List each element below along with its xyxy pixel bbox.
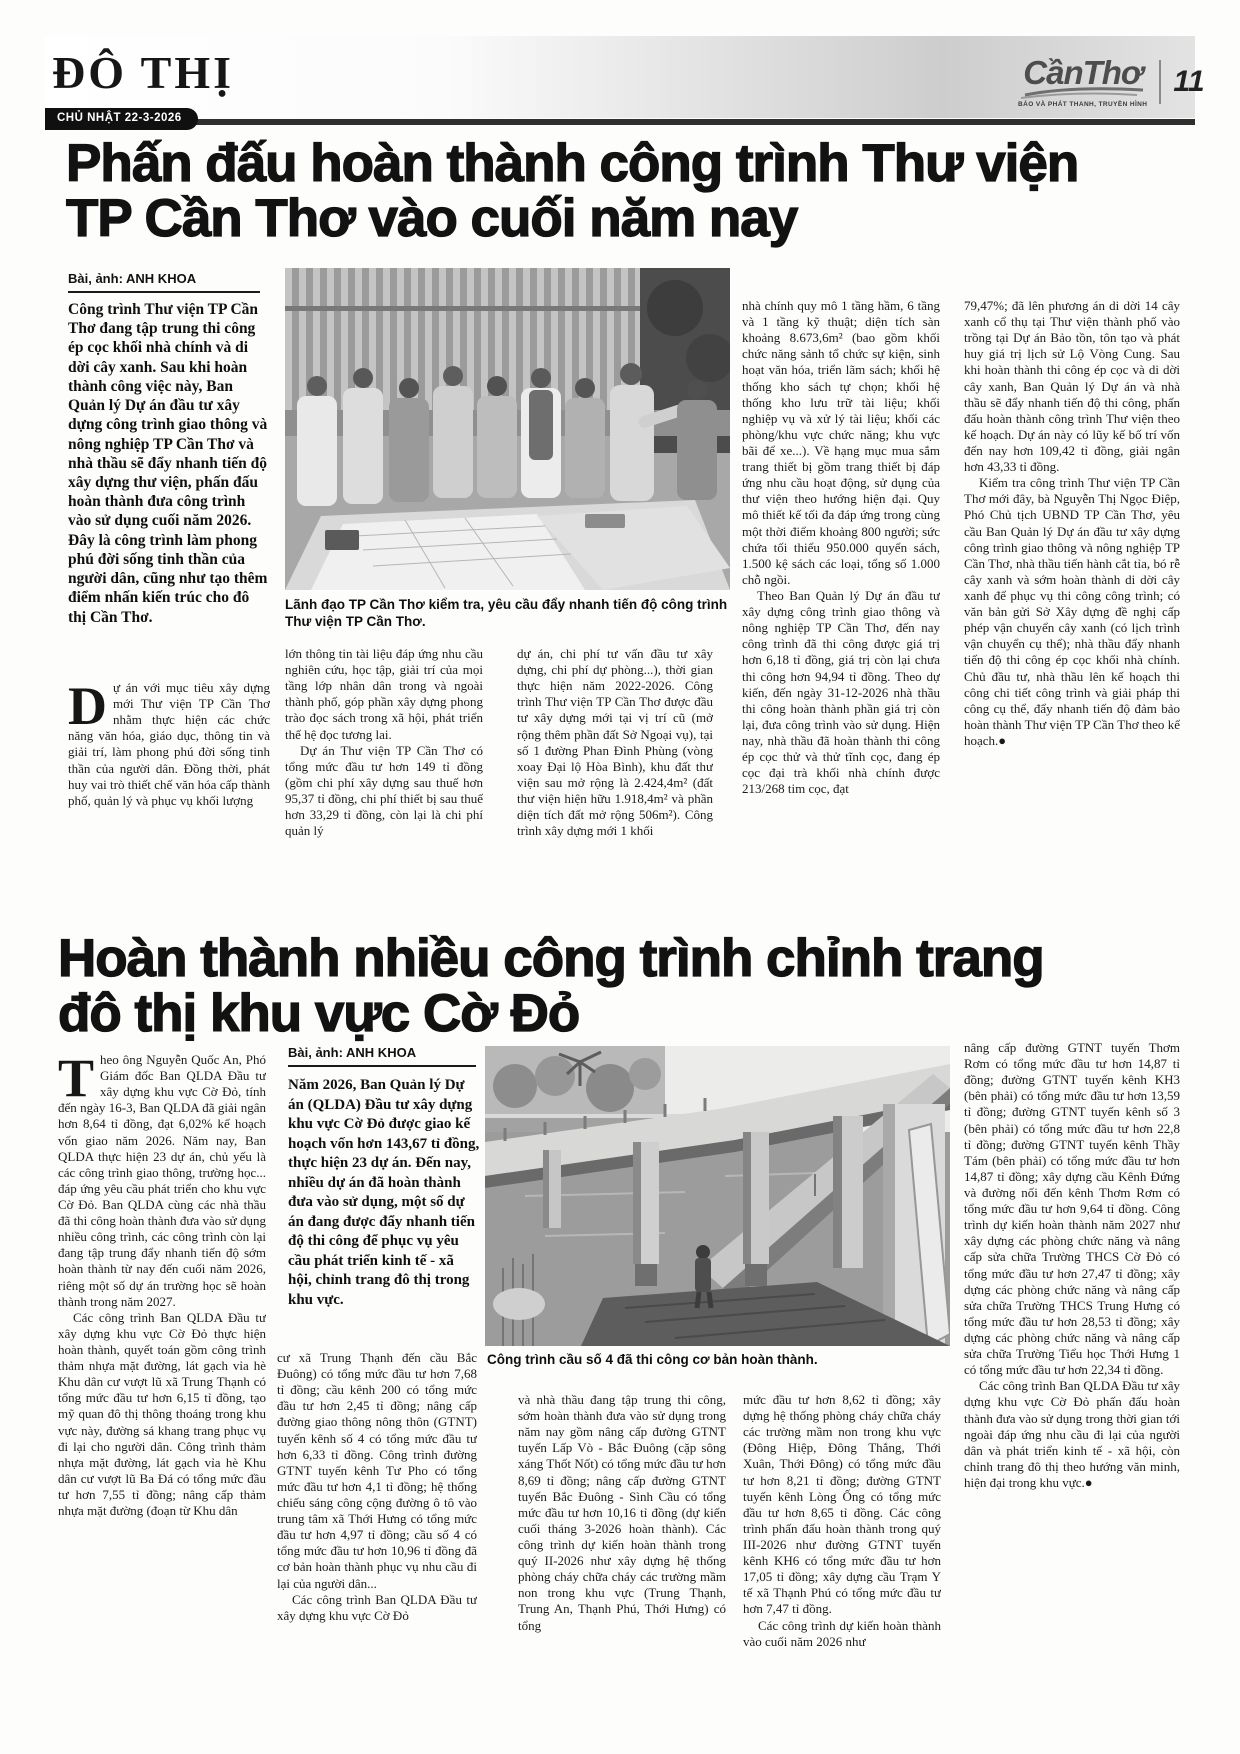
brand-divider	[1159, 60, 1161, 104]
paragraph: Kiểm tra công trình Thư viện TP Cần Thơ mới đây, bà Nguyễn Thị Ngọc Điệp, Phó Chủ tịch UBND TP Cần Thơ, yêu cầu Ban Quản lý Dự án đầu tư xây dựng công trình giao thông và nông nghiệp TP Cần Thơ, nhà thầu tiến hành cắt tỉa, bó rễ cây xanh và sớm hoàn thành di dời cây xanh để phục vụ thi công công trình; có văn bản gửi Sở Xây dựng đề nghị cấp phép vận chuyển cây xanh (có lịch trình vận chuyển cụ thể); nhà thầu đẩy nhanh tiến độ thi công ép cọc khối nhà chính. Chủ đầu tư, nhà thầu lên kế hoạch thi công chi tiết công trình và giải pháp thi công cụ thể, đẩy nhanh tiến độ đảm bảo hoàn thành Thư viện TP Cần Thơ theo kế hoạch.●	[964, 475, 1180, 748]
paragraph: Các công trình dự kiến hoàn thành vào cuối năm 2026 như	[743, 1617, 941, 1649]
paragraph: nâng cấp đường GTNT tuyến Thơm Rơm có tổng mức đầu tư hơn 14,87 tỉ đồng; đường GTNT tuyến kênh KH3 (bên phải) có tổng mức đầu tư hơn 13,59 tỉ đồng; đường GTNT tuyến kênh số 3 (bên phải) có tổng mức đầu tư hơn 22,8 tỉ đồng; đường GTNT tuyến kênh Thầy Tám (bên phải) có tổng mức đầu tư hơn 14,87 tỉ đồng; xây dựng cầu Kênh Đứng và đường nối đến kênh Thơm Rơm có tổng mức đầu tư hơn 9,64 tỉ đồng. Công trình dự kiến hoàn thành năm 2027 như xây dựng các phòng chức năng và nâng cấp sửa chữa Trường THCS Cờ Đỏ có tổng mức đầu tư hơn 27,47 tỉ đồng; xây dựng các phòng chức năng và nâng cấp sửa chữa Trường THCS Trung Hưng có tổng mức đầu tư hơn 28,53 tỉ đồng; xây dựng các phòng chức năng và nâng cấp sửa chữa Trường Tiểu học Thới Hưng 1 có tổng mức đầu tư hơn 22,34 tỉ đồng.	[964, 1040, 1180, 1378]
article1-dropcap: D	[68, 680, 107, 736]
paragraph: Các công trình Ban QLDA Đầu tư xây dựng khu vực Cờ Đỏ phấn đấu hoàn thành đưa vào sử dụng trong thời gian tới ngoài đáp ứng nhu cầu đi lại của người dân và phát triển kinh tế - xã hội, còn chỉnh trang đô thị theo hướng văn minh, hiện đại trong khu vực.●	[964, 1378, 1180, 1490]
article2-photo-caption: Công trình cầu số 4 đã thi công cơ bản hoàn thành.	[487, 1352, 818, 1367]
article1-byline: Bài, ảnh: ANH KHOA	[68, 272, 260, 293]
article1-intro-text: ự án với mục tiêu xây dựng mới Thư viện TP Cần Thơ nhằm thực hiện các chức năng văn hóa, giáo dục, thông tin và giải trí, làm phong phú đời sống tinh thần của người dân. Đồng thời, phát huy vai trò thiết chế văn hóa cấp thành phố, quản lý và phục vụ khối lượng	[68, 680, 270, 808]
page-number: 11	[1173, 65, 1205, 99]
brand-block	[1018, 56, 1205, 109]
paragraph: Các công trình Ban QLDA Đầu tư xây dựng khu vực Cờ Đỏ thực hiện hoàn thành, quyết toán gồm công trình thảm nhựa mặt đường, lát gạch vỉa hè Khu dân cư vượt lũ xã Trung Thạnh có tổng mức đầu tư hơn 6,15 tỉ đồng, tạo mỹ quan đô thị thông thoáng trong khu vực này, đường sá khang trang phục vụ đi lại cho người dân. Công trình thảm nhựa mặt đường, lát gạch vỉa hè Khu dân cư vượt lũ Ba Đá có tổng mức đầu tư hơn 7,55 tỉ đồng; nâng cấp thảm nhựa mặt đường (đoạn từ Khu dân	[58, 1309, 266, 1519]
article1-lede: Công trình Thư viện TP Cần Thơ đang tập trung thi công ép cọc khối nhà chính và di dời cây xanh. Sau khi hoàn thành công việc này, Ban Quản lý Dự án đầu tư xây dựng công trình giao thông và nông nghiệp TP Cần Thơ và nhà thầu sẽ đẩy nhanh tiến độ xây dựng thư viện, phấn đấu hoàn thành đưa công trình vào sử dụng cuối năm 2026. Đây là công trình làm phong phú đời sống tinh thần của người dân, cũng như tạo thêm điểm nhấn kiến trúc cho đô thị Cần Thơ.	[68, 301, 268, 626]
article2-col3	[518, 1392, 726, 1728]
article2-col2	[277, 1350, 477, 1728]
paragraph: cư xã Trung Thạnh đến cầu Bắc Đuông) có tổng mức đầu tư hơn 7,68 tỉ đồng; cầu kênh 200 có tổng mức đầu tư hơn 2,45 tỉ đồng; nâng cấp đường giao thông nông thôn (GTNT) tuyến kênh số 4 có tổng mức đầu tư hơn 6,33 tỉ đồng. Công trình đường GTNT tuyến kênh Tư Pho có tổng mức đầu tư hơn 4,1 tỉ đồng; hệ thống chiếu sáng công cộng đường ô tô vào trung tâm xã Thới Hưng có tổng mức đầu tư hơn 4,97 tỉ đồng; cầu số 4 có tổng mức đầu tư hơn 10,96 tỉ đồng đã cơ bản hoàn thành phục vụ nhu cầu đi lại của người dân...	[277, 1350, 477, 1591]
article1-col3	[517, 646, 713, 908]
article1-col1	[68, 680, 270, 894]
paragraph: nhà chính quy mô 1 tầng hầm, 6 tầng và 1 tầng kỹ thuật; diện tích sàn khoảng 8.673,6m² (bao gồm khối chức năng sảnh tổ chức sự kiện, sinh hoạt văn hóa, triển lãm sách; khối hệ thống kho sách tự chọn; khối hệ thống kho lưu trữ tài liệu; khối nghiệp vụ và xử lý tài liệu; khối các phòng/khu vực chức năng; khu vực bãi để xe...). Về hạng mục mua sắm trang thiết bị gồm trang thiết bị đáp ứng nhu cầu hoạt động, sử dụng của thư viện theo hướng hiện đại. Quy mô thiết kế tối đa đáp ứng trong cùng một thời điểm khoảng 800 người; sức chứa tối thiểu 950.000 quyển sách, 1.500 kệ sách các loại, tổng số 1.000 chỗ ngồi.	[742, 298, 940, 587]
section-title: ĐÔ THỊ	[52, 47, 235, 98]
paragraph: dự án, chi phí tư vấn đầu tư xây dựng, chi phí dự phòng...), thời gian thực hiện năm 2022-2026. Công trình Thư viện TP Cần Thơ được đầu tư xây dựng mới tại vị trí cũ (mở rộng thêm phần đất Sở Ngoại vụ), tại số 1 đường Phan Đình Phùng (vòng xoay Đại lộ Hòa Bình), khu đất thư viện sau mở rộng là 2.424,4m² (đất thư viện hiện hữu 1.918,4m² và phần diện tích đất mở rộng 506m²). Công trình xây dựng mới 1 khối	[517, 646, 713, 839]
article1-col2	[285, 646, 483, 908]
paragraph: Theo Ban Quản lý Dự án đầu tư xây dựng công trình giao thông và nông nghiệp TP Cần Thơ, đến nay công trình đã thi công được giá trị hơn 6,18 tỉ đồng, giá trị còn lại chưa thi công hơn 94,94 tỉ đồng. Theo dự kiến, đến ngày 31-12-2026 nhà thầu thi công hoàn thành phần giá trị còn lại, đưa công trình vào sử dụng. Hiện nay, nhà thầu đã hoàn thành thi công ép cọc thử và thử tĩnh cọc, đang ép cọc đại trà khối nhà chính được 213/268 tim cọc, đạt	[742, 587, 940, 797]
article2-col5	[964, 1040, 1180, 1728]
article2-lede: Năm 2026, Ban Quản lý Dự án (QLDA) Đầu tư xây dựng khu vực Cờ Đỏ được giao kế hoạch vốn hơn 143,67 tỉ đồng, thực hiện 23 dự án. Đến nay, nhiều dự án đã hoàn thành đưa vào sử dụng, một số dự án đang được đẩy nhanh tiến độ thi công để phục vụ yêu cầu phát triển kinh tế - xã hội, chỉnh trang đô thị trong khu vực.	[288, 1077, 480, 1308]
article1-headline: Phấn đấu hoàn thành công trình Thư viện TP Cần Thơ vào cuối năm nay	[66, 134, 1079, 249]
brand-logo: CầnThơ	[1023, 54, 1143, 91]
masthead-rule	[45, 119, 1195, 125]
article2-col1	[58, 1052, 266, 1728]
article2-byline: Bài, ảnh: ANH KHOA	[288, 1046, 476, 1067]
paragraph: Các công trình Ban QLDA Đầu tư xây dựng khu vực Cờ Đỏ	[277, 1591, 477, 1623]
library-inspection-photo	[285, 268, 730, 590]
brand-tagline: BÁO VÀ PHÁT THANH, TRUYỀN HÌNH	[1018, 101, 1148, 108]
paragraph: và nhà thầu đang tập trung thi công, sớm hoàn thành đưa vào sử dụng trong năm nay gồm nâng cấp đường GTNT tuyến Lấp Vò - Bắc Đuông (cặp sông xáng Thốt Nốt) có tổng mức đầu tư hơn 8,69 tỉ đồng; nâng cấp đường GTNT tuyến Bắc Đuông - Sình Cầu có tổng mức đầu tư hơn 10,16 tỉ đồng (dự kiến cuối tháng 3-2026 hoàn thành). Các công trình dự kiến hoàn thành trong quý II-2026 như xây dựng hệ thống phòng cháy chữa cháy các trường mầm non trong khu vực (Trung Thạnh, Trung An, Thạnh Phú, Thới Hưng) có tổng	[518, 1392, 726, 1633]
brand-swoosh-icon	[1019, 85, 1147, 99]
library-photo-illustration	[285, 268, 730, 590]
article1-col5	[964, 298, 1180, 918]
article2-col4	[743, 1392, 941, 1728]
paragraph: 79,47%; đã lên phương án di dời 14 cây xanh cổ thụ tại Thư viện thành phố vào trồng tại Dự án Bảo tồn, tôn tạo và phát huy giá trị lịch sử Lộ Vòng Cung. Sau khi hoàn thành thi công ép cọc và di dời cây xanh, Ban Quản lý Dự án và nhà thầu sẽ đẩy nhanh tiến độ thi công, phấn đấu hoàn thành công trình Thư viện theo kế hoạch. Dự án này có lũy kế bố trí vốn đến nay hơn 109,42 tỉ đồng, giải ngân hơn 43,33 tỉ đồng.	[964, 298, 1180, 475]
bridge-photo-illustration	[485, 1046, 950, 1346]
paragraph: mức đầu tư hơn 8,62 tỉ đồng; xây dựng hệ thống phòng cháy chữa cháy các trường mầm non trong khu vực (Đông Hiệp, Đông Thắng, Thới Xuân, Thới Đông) có tổng mức đầu tư hơn 8,21 tỉ đồng; đường GTNT tuyến kênh Lòng Ống có tổng mức đầu tư hơn 8,65 tỉ đồng. Các công trình phấn đấu hoàn thành trong quý III-2026 như đường GTNT tuyến kênh KH6 có tổng mức đầu tư hơn 17,05 tỉ đồng; xây dựng cầu Trạm Y tế xã Thạnh Phú có tổng mức đầu tư hơn 7,47 tỉ đồng.	[743, 1392, 941, 1617]
article2-intro-text: heo ông Nguyễn Quốc An, Phó Giám đốc Ban QLDA Đầu tư xây dựng khu vực Cờ Đỏ, tính đến ngày 16-3, Ban QLDA đã giải ngân hơn 8,64 tỉ đồng, đạt 6,02% kế hoạch vốn giao năm 2026. Năm nay, Ban QLDA thực hiện 23 dự án, chủ yếu là các công trình giao thông, trường học... đáp ứng yêu cầu phát triển cho khu vực Cờ Đỏ. Ban QLDA cùng các nhà thầu đã thi công hoàn thành đưa vào sử dụng nhiều công trình, các công trình còn lại đang tập trung đẩy nhanh tiến độ sớm hoàn thành từ nay đến cuối năm 2026, riêng một số dự án trường học sẽ hoàn thành trong năm 2027.	[58, 1052, 266, 1309]
article1-col4	[742, 298, 940, 910]
article2-dropcap: T	[58, 1052, 95, 1108]
article2-headline: Hoàn thành nhiều công trình chỉnh trang đô thị khu vực Cờ Đỏ	[58, 929, 1044, 1044]
paragraph: Dự án Thư viện TP Cần Thơ có tổng mức đầu tư hơn 149 tỉ đồng (gồm chi phí xây dựng sau thuế hơn 95,37 tỉ đồng, chi phí thiết bị sau thuế hơn 33,29 tỉ đồng, còn lại là chi phí quản lý	[285, 742, 483, 839]
article1-photo-caption: Lãnh đạo TP Cần Thơ kiểm tra, yêu cầu đẩy nhanh tiến độ công trình Thư viện TP Cần Thơ.	[285, 597, 728, 629]
paragraph: lớn thông tin tài liệu đáp ứng nhu cầu nghiên cứu, học tập, giải trí của mọi tầng lớp nhân dân trong và ngoài thành phố, góp phần xây dựng phong trào đọc sách trong xã hội, phát triển thế hệ đọc tương lai.	[285, 646, 483, 742]
date-badge: CHỦ NHẬT 22-3-2026	[45, 108, 198, 130]
bridge-construction-photo	[485, 1046, 950, 1346]
